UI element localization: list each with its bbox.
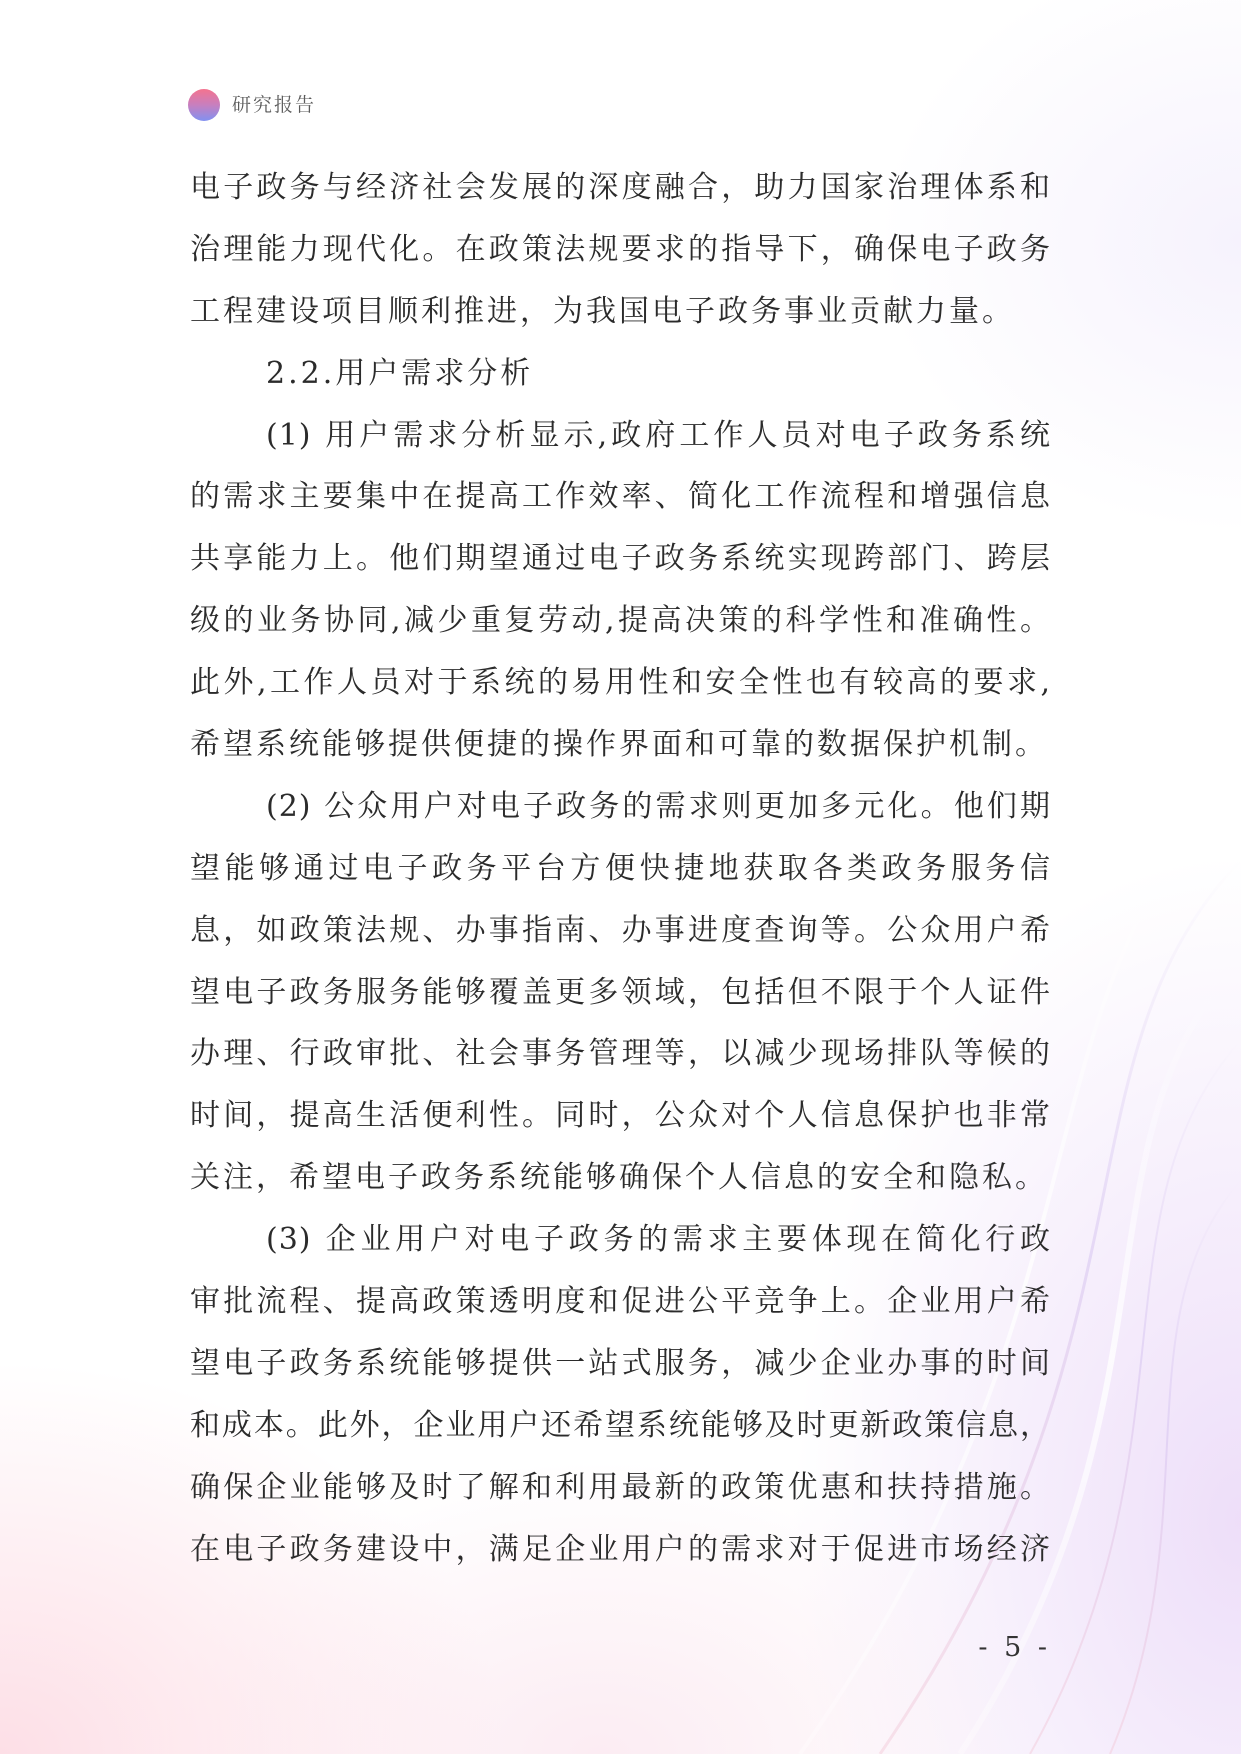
paragraph-line: 的需求主要集中在提高工作效率、简化工作流程和增强信息 <box>190 479 1051 515</box>
background-wave <box>1110 1180 1241 1754</box>
paragraph-line: 息，如政策法规、办事指南、办事进度查询等。公众用户希 <box>190 912 1051 948</box>
report-logo-circle-icon <box>188 89 220 121</box>
paragraph-line: 电子政务与经济社会发展的深度融合，助力国家治理体系和 <box>190 170 1051 205</box>
paragraph-line: 工程建设项目顺利推进，为我国电子政务事业贡献力量。 <box>190 293 1015 329</box>
paragraph-line: 级的业务协同,减少重复劳动,提高决策的科学性和准确性。 <box>190 603 1051 639</box>
paragraph-line: 审批流程、提高政策透明度和促进公平竞争上。企业用户希 <box>190 1284 1051 1320</box>
paragraph-line: 希望系统能够提供便捷的操作界面和可靠的数据保护机制。 <box>190 727 1048 763</box>
paragraph-line: 在电子政务建设中，满足企业用户的需求对于促进市场经济 <box>190 1531 1051 1567</box>
paragraph-line: 关注，希望电子政务系统能够确保个人信息的安全和隐私。 <box>190 1160 1048 1196</box>
paragraph-line: 治理能力现代化。在政策法规要求的指导下，确保电子政务 <box>190 231 1051 267</box>
body-text <box>190 157 1051 1580</box>
paragraph-line: 望电子政务系统能够提供一站式服务，减少企业办事的时间 <box>190 1345 1051 1381</box>
paragraph-line: (3) 企业用户对电子政务的需求主要体现在简化行政 <box>266 1222 1051 1258</box>
paragraph-line: 望能够通过电子政务平台方便快捷地获取各类政务服务信 <box>190 850 1051 886</box>
paragraph-line: 和成本。此外，企业用户还希望系统能够及时更新政策信息， <box>190 1407 1051 1443</box>
paragraph-line: 望电子政务服务能够覆盖更多领域，包括但不限于个人证件 <box>190 974 1051 1010</box>
paragraph-line: 办理、行政审批、社会事务管理等，以减少现场排队等候的 <box>190 1036 1051 1072</box>
paragraph-line: (1) 用户需求分析显示,政府工作人员对电子政务系统 <box>266 417 1051 453</box>
section-heading: 2.2.用户需求分析 <box>266 355 534 391</box>
page-number: - 5 - <box>978 1632 1051 1663</box>
paragraph-line: 共享能力上。他们期望通过电子政务系统实现跨部门、跨层 <box>190 541 1051 577</box>
paragraph-line: 此外,工作人员对于系统的易用性和安全性也有较高的要求, <box>190 665 1051 701</box>
paragraph-line: (2) 公众用户对电子政务的需求则更加多元化。他们期 <box>266 788 1051 824</box>
paragraph-line: 确保企业能够及时了解和利用最新的政策优惠和扶持措施。 <box>190 1469 1051 1505</box>
paragraph-line: 时间，提高生活便利性。同时，公众对个人信息保护也非常 <box>190 1098 1051 1134</box>
header-title: 研究报告 <box>232 94 317 116</box>
